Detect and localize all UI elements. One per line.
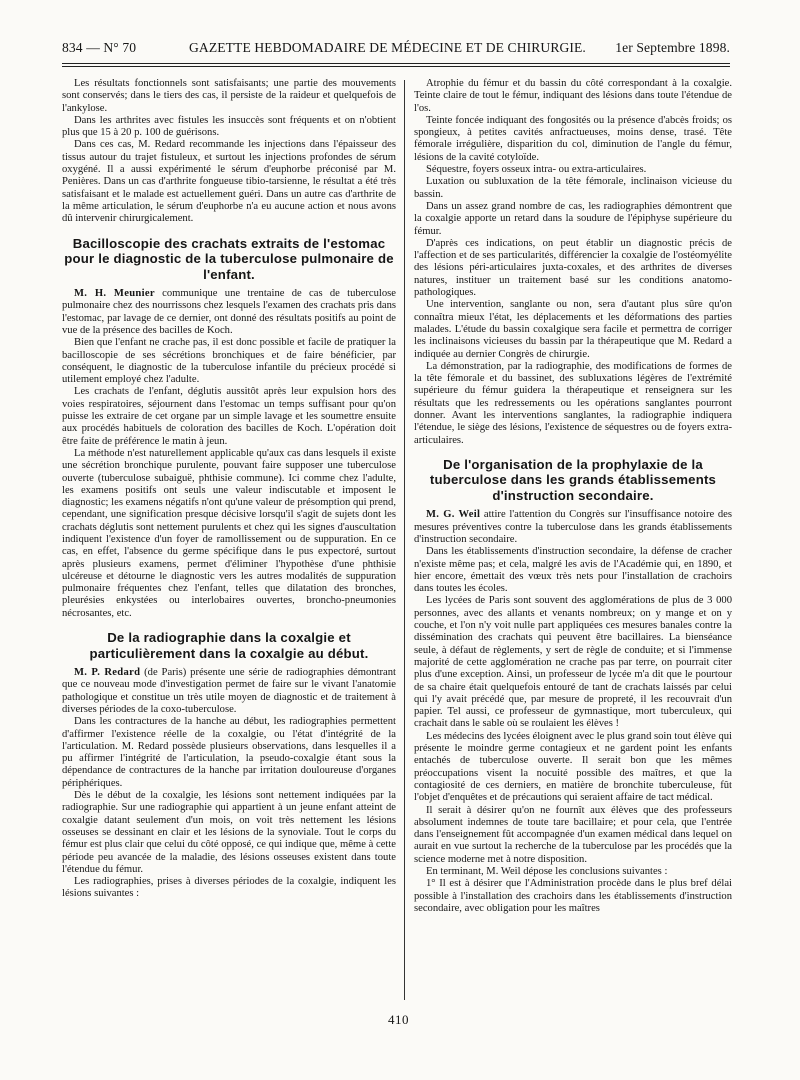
- header-rule: [62, 66, 730, 67]
- section-heading: Bacilloscopie des crachats extraits de l'estomac pour le diagnostic de la tuberculose pulmonaire de l'enfant.: [64, 235, 394, 282]
- paragraph: La démonstration, par la radiographie, des modifications de formes de la tête fémorale et du bassinet, des subluxations légères de l'extrémité supérieure du fémur guidera la thérapeutique et renseignera sur les résultats que les redressements ou les opérations sanglantes pourront donner. Avant les interventions sanglantes, la radiographie indiquera l'étendue, le siège des lésions, l'existence de séquestres ou de foyers extra-articulaires.: [414, 360, 732, 446]
- author-name: M. G. Weil: [426, 509, 481, 521]
- paragraph: Dans les contractures de la hanche au début, les radiographies permettent d'affirmer l'existence réelle de la coxalgie, ou l'état d'intégrité de la l'articulation. M. Redard possède plusieurs observations, dans lesquelles il a pu affirmer l'intégrité de l'articulation, la pseudo-coxalgie étant sous la dépendance de contractures de la hanche par irritation douloureuse d'organes périphériques.: [62, 716, 396, 789]
- paragraph: D'après ces indications, on peut établir un diagnostic précis de l'affection et de ses particularités, différencier la coxalgie de l'ostéomyélite des lésions péri-articulaires juxta-coxales, et des arthrites de diverses natures, instituer un traitement basé sur les conditions anatomo-pathologiques.: [414, 237, 732, 299]
- paragraph: Les crachats de l'enfant, déglutis aussitôt après leur expulsion hors des voies respiratoires, séjournent dans l'estomac un temps suffisant pour qu'on puisse les extraire de cet organe par un simple lavage et les soumettre ensuite aux procédés habituels de coloration des bacilles de Koch. L'opération doit être faite de préférence le matin à jeun.: [62, 386, 396, 447]
- running-header: [62, 38, 730, 60]
- paragraph: Luxation ou subluxation de la tête fémorale, inclinaison vicieuse du bassin.: [414, 176, 732, 200]
- author-name: M. H. Meunier: [74, 288, 155, 300]
- paragraph: Atrophie du fémur et du bassin du côté correspondant à la coxalgie. Teinte claire de tout le fémur, indiquant des lésions dans toute l'étendue de l'os.: [414, 78, 732, 114]
- paragraph: Teinte foncée indiquant des fongosités ou la présence d'abcès froids; os spongieux, à petites cavités anfractueuses, moins dense, trasé. Tête fémorale irrégulière, disparition du col, diminution de l'angle du fémur, lésions de la cavité cotyloïde.: [414, 114, 732, 163]
- paragraph: [62, 667, 396, 716]
- folio-number: 410: [388, 1012, 409, 1027]
- paragraph: Dans les arthrites avec fistules les insuccès sont fréquents et on n'obtient plus que 15 à 20 p. 100 de guérisons.: [62, 114, 396, 139]
- paragraph: Dès le début de la coxalgie, les lésions sont nettement indiquées par la radiographie. Sur une radiographie qui appartient à un jeune enfant atteint de coxalgie datant seulement d'un mois, on voit très nettement les lésions osseuses se dessinant en clair et les lésions de la synoviale. Tout le corps du fémur est plus clair que celui du côté opposé, ce qui indique que, même à cette période peu avancée de la maladie, des lésions osseuses existent dans toute l'étendue du fémur.: [62, 790, 396, 875]
- paragraph: Les résultats fonctionnels sont satisfaisants; une partie des mouvements sont conservés; dans le tiers des cas, il persiste de la raideur et quelquefois de l'ankylose.: [62, 78, 396, 114]
- paragraph: Dans un assez grand nombre de cas, les radiographies démontrent que la coxalgie apporte un retard dans la soudure de l'épiphyse supérieure du fémur.: [414, 200, 732, 237]
- paragraph: Il serait à désirer qu'on ne fournît aux élèves que des professeurs absolument indemnes de toute tare bacillaire; et pour cela, que l'entrée dans l'enseignement fût accompagnée d'un examen médical dans lequel on aurait en vue surtout la recherche de la tuberculose par les procédés que la science moderne met à notre disposition.: [414, 804, 732, 865]
- author-name: M. P. Redard: [74, 667, 141, 679]
- paragraph: En terminant, M. Weil dépose les conclusions suivantes :: [426, 866, 668, 878]
- paragraph: 1° Il est à désirer que l'Administration procède dans le plus bref délai possible à l'installation des crachoirs dans les établissements d'instruction secondaire, avec obligation pour les maîtres: [414, 878, 732, 914]
- paragraph: [62, 288, 396, 337]
- paragraph: Une intervention, sanglante ou non, sera d'autant plus sûre qu'on connaîtra mieux l'état, les déplacements et les déformations des parties malades. L'étude du bassin coxalgique sera facile et permettra de corriger les inclinaisons vicieuses du bassin par la thérapeutique que M. Redard a indiquée au dernier Congrès de chirurgie.: [414, 299, 732, 360]
- paragraph-text: attire l'attention du Congrès sur l'insuffisance notoire des mesures préventives contre la tuberculose dans les grands établissements d'instruction secondaire.: [414, 509, 732, 545]
- paragraph: Les lycées de Paris sont souvent des agglomérations de plus de 3 000 personnes, avec des allants et venants nombreux; on y mange et on y couche, et l'on n'y voit nulle part appliquées ces mesures banales contre la dissémination des crachats qui peuvent être bacillaires. La bienséance seule, à défaut de règlements, y sert de règle de conduite; et si l'immense majorité de cette agglomération ne crache pas par terre, on pourrait citer plus d'une exception. Ainsi, un professeur de lycée m'a dit que le pourtour de sa chaire était quelquefois entouré de tant de crachats laissés par celui qui l'y avait précédé que, par mesure de propreté, il les recouvrait d'un papier. Tel aussi, ce professeur de gymnastique, mort tuberculeux, qui crachait dans le sable où se roulaient les élèves !: [414, 595, 732, 730]
- header-rule: [62, 63, 730, 64]
- paragraph: Les radiographies, prises à diverses périodes de la coxalgie, indiquent les lésions suivantes :: [62, 876, 396, 900]
- paragraph-text: communique une trentaine de cas de tuberculose pulmonaire chez des nourrissons chez lesquels l'examen des crachats pris dans l'estomac, par lavage de ce dernier, ont donné des résultats positifs au point de vue de la présence des bacilles de Koch.: [62, 288, 396, 336]
- page-number: 834 — N° 70: [62, 40, 137, 55]
- paragraph: Dans ces cas, M. Redard recommande les injections dans l'épaisseur des tissus autour du trajet fistuleux, et surtout les injections profondes de sérum oxygéné. Il a aussi expérimenté le sérum d'euphorbe préconisé par M. Penières. Dans un cas d'arthrite fongueuse tibio-tarsienne, le résultat a été très satisfaisant et le malade est actuellement guéri. Dans un autre cas d'arthrite de la même articulation, le sérum d'euphorbe n'a eu aucune action et nous avons dû intervenir chirurgicalement.: [62, 139, 396, 225]
- paragraph: Séquestre, foyers osseux intra- ou extra-articulaires.: [426, 164, 647, 176]
- paragraph: Dans les établissements d'instruction secondaire, la défense de cracher n'existe même pas; et cela, malgré les avis de l'Académie qui, en 1890, et hier encore, émettait des vœux très nets pour l'installation de crachoirs dans toutes les écoles.: [414, 546, 732, 595]
- journal-title: GAZETTE HEBDOMADAIRE DE MÉDECINE ET DE CHIRURGIE.: [189, 40, 586, 55]
- section-heading: De l'organisation de la prophylaxie de la tuberculose dans les grands établissements d'instruction secondaire.: [429, 456, 717, 503]
- right-column: [414, 78, 732, 915]
- left-column: [62, 78, 396, 901]
- column-divider: [404, 80, 405, 1000]
- paragraph: [414, 509, 732, 546]
- section-heading: De la radiographie dans la coxalgie et particulièrement dans la coxalgie au début.: [89, 630, 369, 661]
- paragraph: La méthode n'est naturellement applicable qu'aux cas dans lesquels il existe une sécrétion bronchique purulente, pouvant faire supposer une tuberculose ouverte (tuberculose subaiguë, phthisie commune). Ici comme chez l'adulte, les examens positifs ont seuls une valeur indiscutable et imposent le diagnostic; les examens négatifs n'ont qu'une valeur de présomption qui prend, cependant, une signification presque décisive lorsqu'il s'agit de sujets dont les crachats déglutis sont nettement purulents et chez qui les signes d'auscultation indiquent l'existence d'un foyer de ramollissement ou de suppuration. En ce cas, en effet, l'absence du germe spécifique dans le pus expectoré, surtout après plusieurs examens, permet d'éliminer l'hypothèse d'une phthisie ulcéreuse et détourne le diagnostic vers les autres modalités de suppuration pulmonaire fréquentes chez l'enfant, telles que dilatation des bronches, pleurésies enkystées ou interlobaires ouvertes, broncho-pneumonies nécrosantes, etc.: [62, 447, 396, 619]
- issue-date: 1er Septembre 1898.: [615, 40, 730, 55]
- paragraph-text: (de Paris) présente une série de radiographies démontrant que ce nouveau mode d'investigation permet de faire sur le vivant l'anatomie pathologique et constitue un très utile moyen de diagnostic et de traitement à diverses périodes de la coxo-tuberculose.: [62, 667, 396, 715]
- paragraph: Les médecins des lycées éloignent avec le plus grand soin tout élève qui présente le moindre germe contagieux et ne gardent point les enfants entachés de tuberculose ouverte. Il serait bon que les mêmes préoccupations visent la nocuité possible des maîtres, et que la contagiosité de ces derniers, en matière de bronchite tuberculeuse, fût l'objet d'enquêtes et de précautions qui seraient affaire de tact médical.: [414, 730, 732, 804]
- paragraph: Bien que l'enfant ne crache pas, il est donc possible et facile de pratiquer la bacilloscopie de ses sécrétions bronchiques et de faire bénéficier, par conséquent, le diagnostic de la tuberculose infantile du précieux procédé si utilement employé chez l'adulte.: [62, 337, 396, 386]
